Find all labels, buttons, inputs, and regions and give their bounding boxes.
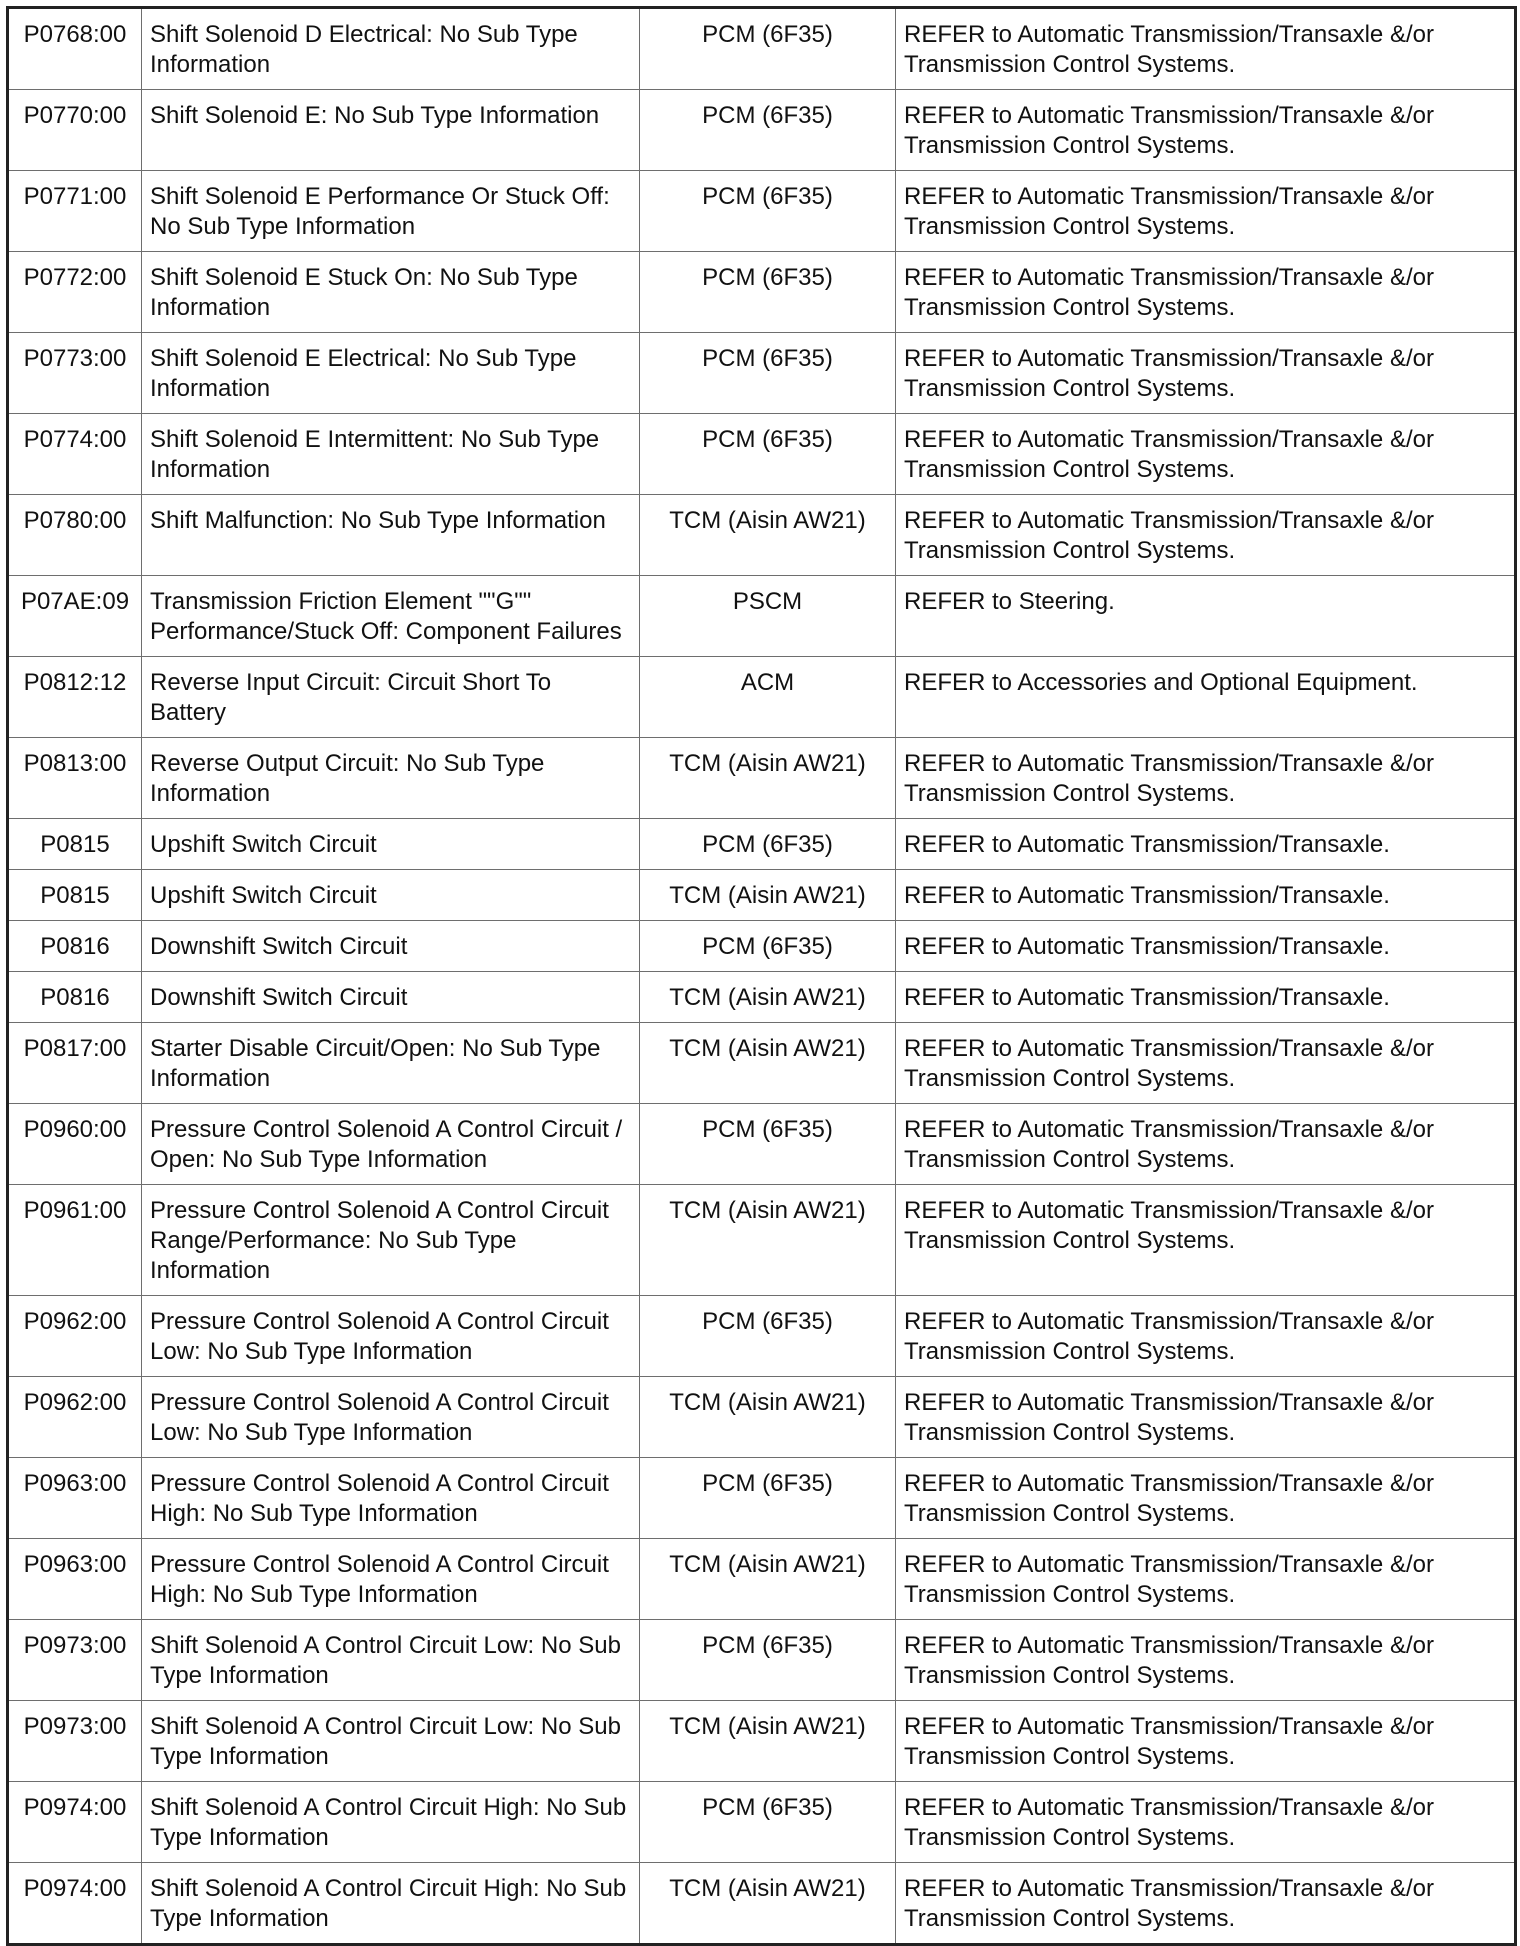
table-row	[8, 819, 1516, 870]
table-row	[8, 1863, 1516, 1945]
dtc-action-cell: REFER to Automatic Transmission/Transaxle &/or Transmission Control Systems.	[896, 1539, 1516, 1620]
dtc-code-cell: P0774:00	[8, 414, 142, 495]
dtc-action-cell: REFER to Automatic Transmission/Transaxle &/or Transmission Control Systems.	[896, 333, 1516, 414]
dtc-module-cell: PSCM	[640, 576, 896, 657]
dtc-code-cell: P0973:00	[8, 1701, 142, 1782]
dtc-code-cell: P0773:00	[8, 333, 142, 414]
table-row	[8, 90, 1516, 171]
dtc-module-cell: TCM (Aisin AW21)	[640, 1185, 896, 1296]
dtc-code-cell: P0962:00	[8, 1296, 142, 1377]
table-row	[8, 495, 1516, 576]
dtc-module-cell: TCM (Aisin AW21)	[640, 1377, 896, 1458]
dtc-module-cell: TCM (Aisin AW21)	[640, 1863, 896, 1945]
dtc-module-cell: PCM (6F35)	[640, 819, 896, 870]
table-row	[8, 1458, 1516, 1539]
table-row	[8, 1185, 1516, 1296]
table-row	[8, 1620, 1516, 1701]
dtc-module-cell: PCM (6F35)	[640, 414, 896, 495]
dtc-description-cell: Pressure Control Solenoid A Control Circuit Range/Performance: No Sub Type Information	[142, 1185, 640, 1296]
dtc-action-cell: REFER to Automatic Transmission/Transaxle &/or Transmission Control Systems.	[896, 171, 1516, 252]
dtc-description-cell: Transmission Friction Element ""G"" Performance/Stuck Off: Component Failures	[142, 576, 640, 657]
dtc-module-cell: PCM (6F35)	[640, 8, 896, 90]
dtc-module-cell: PCM (6F35)	[640, 921, 896, 972]
dtc-module-cell: PCM (6F35)	[640, 252, 896, 333]
table-row	[8, 921, 1516, 972]
dtc-description-cell: Shift Malfunction: No Sub Type Information	[142, 495, 640, 576]
dtc-action-cell: REFER to Automatic Transmission/Transaxle.	[896, 870, 1516, 921]
dtc-module-cell: ACM	[640, 657, 896, 738]
dtc-description-cell: Shift Solenoid A Control Circuit Low: No Sub Type Information	[142, 1701, 640, 1782]
dtc-code-cell: P0973:00	[8, 1620, 142, 1701]
dtc-description-cell: Shift Solenoid E Intermittent: No Sub Type Information	[142, 414, 640, 495]
dtc-module-cell: PCM (6F35)	[640, 333, 896, 414]
dtc-code-cell: P0812:12	[8, 657, 142, 738]
dtc-code-cell: P0960:00	[8, 1104, 142, 1185]
table-row	[8, 414, 1516, 495]
dtc-code-cell: P0768:00	[8, 8, 142, 90]
dtc-action-cell: REFER to Automatic Transmission/Transaxle &/or Transmission Control Systems.	[896, 1863, 1516, 1945]
dtc-code-cell: P0817:00	[8, 1023, 142, 1104]
dtc-code-cell: P0813:00	[8, 738, 142, 819]
dtc-action-cell: REFER to Automatic Transmission/Transaxle.	[896, 819, 1516, 870]
table-row	[8, 333, 1516, 414]
dtc-code-cell: P0772:00	[8, 252, 142, 333]
dtc-description-cell: Shift Solenoid E Performance Or Stuck Off: No Sub Type Information	[142, 171, 640, 252]
dtc-description-cell: Upshift Switch Circuit	[142, 870, 640, 921]
table-row	[8, 1023, 1516, 1104]
dtc-module-cell: PCM (6F35)	[640, 1104, 896, 1185]
dtc-description-cell: Shift Solenoid A Control Circuit Low: No Sub Type Information	[142, 1620, 640, 1701]
dtc-action-cell: REFER to Automatic Transmission/Transaxle &/or Transmission Control Systems.	[896, 252, 1516, 333]
dtc-module-cell: TCM (Aisin AW21)	[640, 1539, 896, 1620]
dtc-code-cell: P0961:00	[8, 1185, 142, 1296]
dtc-description-cell: Upshift Switch Circuit	[142, 819, 640, 870]
dtc-module-cell: PCM (6F35)	[640, 1782, 896, 1863]
dtc-action-cell: REFER to Automatic Transmission/Transaxle &/or Transmission Control Systems.	[896, 1023, 1516, 1104]
dtc-code-cell: P0816	[8, 972, 142, 1023]
dtc-module-cell: PCM (6F35)	[640, 171, 896, 252]
dtc-action-cell: REFER to Automatic Transmission/Transaxle &/or Transmission Control Systems.	[896, 90, 1516, 171]
dtc-action-cell: REFER to Automatic Transmission/Transaxle &/or Transmission Control Systems.	[896, 1458, 1516, 1539]
dtc-action-cell: REFER to Automatic Transmission/Transaxle &/or Transmission Control Systems.	[896, 738, 1516, 819]
dtc-action-cell: REFER to Steering.	[896, 576, 1516, 657]
table-row	[8, 657, 1516, 738]
dtc-module-cell: PCM (6F35)	[640, 1296, 896, 1377]
dtc-module-cell: PCM (6F35)	[640, 90, 896, 171]
dtc-description-cell: Downshift Switch Circuit	[142, 921, 640, 972]
dtc-code-cell: P0974:00	[8, 1782, 142, 1863]
dtc-description-cell: Reverse Input Circuit: Circuit Short To Battery	[142, 657, 640, 738]
dtc-code-cell: P0771:00	[8, 171, 142, 252]
dtc-module-cell: TCM (Aisin AW21)	[640, 1023, 896, 1104]
dtc-code-cell: P0816	[8, 921, 142, 972]
dtc-action-cell: REFER to Automatic Transmission/Transaxle.	[896, 972, 1516, 1023]
dtc-description-cell: Starter Disable Circuit/Open: No Sub Type Information	[142, 1023, 640, 1104]
table-row	[8, 972, 1516, 1023]
dtc-action-cell: REFER to Automatic Transmission/Transaxle &/or Transmission Control Systems.	[896, 414, 1516, 495]
dtc-description-cell: Shift Solenoid A Control Circuit High: No Sub Type Information	[142, 1863, 640, 1945]
dtc-code-cell: P0963:00	[8, 1458, 142, 1539]
table-row	[8, 870, 1516, 921]
dtc-description-cell: Pressure Control Solenoid A Control Circuit High: No Sub Type Information	[142, 1539, 640, 1620]
dtc-module-cell: TCM (Aisin AW21)	[640, 495, 896, 576]
dtc-code-cell: P0780:00	[8, 495, 142, 576]
dtc-module-cell: PCM (6F35)	[640, 1620, 896, 1701]
table-row	[8, 8, 1516, 90]
table-row	[8, 1782, 1516, 1863]
table-row	[8, 1296, 1516, 1377]
dtc-description-cell: Pressure Control Solenoid A Control Circuit Low: No Sub Type Information	[142, 1296, 640, 1377]
dtc-module-cell: TCM (Aisin AW21)	[640, 972, 896, 1023]
table-row	[8, 1539, 1516, 1620]
dtc-action-cell: REFER to Automatic Transmission/Transaxle &/or Transmission Control Systems.	[896, 8, 1516, 90]
dtc-description-cell: Shift Solenoid E Electrical: No Sub Type Information	[142, 333, 640, 414]
dtc-description-cell: Shift Solenoid E Stuck On: No Sub Type Information	[142, 252, 640, 333]
dtc-action-cell: REFER to Accessories and Optional Equipment.	[896, 657, 1516, 738]
table-row	[8, 171, 1516, 252]
dtc-action-cell: REFER to Automatic Transmission/Transaxle &/or Transmission Control Systems.	[896, 1701, 1516, 1782]
dtc-action-cell: REFER to Automatic Transmission/Transaxle &/or Transmission Control Systems.	[896, 1782, 1516, 1863]
dtc-code-cell: P07AE:09	[8, 576, 142, 657]
dtc-action-cell: REFER to Automatic Transmission/Transaxle &/or Transmission Control Systems.	[896, 495, 1516, 576]
dtc-description-cell: Shift Solenoid A Control Circuit High: No Sub Type Information	[142, 1782, 640, 1863]
table-row	[8, 1104, 1516, 1185]
dtc-action-cell: REFER to Automatic Transmission/Transaxle &/or Transmission Control Systems.	[896, 1620, 1516, 1701]
dtc-description-cell: Pressure Control Solenoid A Control Circuit / Open: No Sub Type Information	[142, 1104, 640, 1185]
table-row	[8, 252, 1516, 333]
dtc-code-cell: P0974:00	[8, 1863, 142, 1945]
dtc-description-cell: Pressure Control Solenoid A Control Circuit High: No Sub Type Information	[142, 1458, 640, 1539]
dtc-action-cell: REFER to Automatic Transmission/Transaxle &/or Transmission Control Systems.	[896, 1296, 1516, 1377]
table-row	[8, 1701, 1516, 1782]
dtc-table-body	[8, 8, 1516, 1945]
dtc-module-cell: PCM (6F35)	[640, 1458, 896, 1539]
dtc-action-cell: REFER to Automatic Transmission/Transaxle.	[896, 921, 1516, 972]
dtc-description-cell: Reverse Output Circuit: No Sub Type Information	[142, 738, 640, 819]
dtc-action-cell: REFER to Automatic Transmission/Transaxle &/or Transmission Control Systems.	[896, 1104, 1516, 1185]
dtc-action-cell: REFER to Automatic Transmission/Transaxle &/or Transmission Control Systems.	[896, 1185, 1516, 1296]
dtc-description-cell: Downshift Switch Circuit	[142, 972, 640, 1023]
dtc-table	[6, 6, 1517, 1946]
table-row	[8, 738, 1516, 819]
dtc-module-cell: TCM (Aisin AW21)	[640, 1701, 896, 1782]
dtc-module-cell: TCM (Aisin AW21)	[640, 870, 896, 921]
table-row	[8, 576, 1516, 657]
dtc-description-cell: Shift Solenoid D Electrical: No Sub Type Information	[142, 8, 640, 90]
dtc-module-cell: TCM (Aisin AW21)	[640, 738, 896, 819]
dtc-code-cell: P0963:00	[8, 1539, 142, 1620]
dtc-code-cell: P0770:00	[8, 90, 142, 171]
dtc-code-cell: P0815	[8, 870, 142, 921]
dtc-description-cell: Shift Solenoid E: No Sub Type Information	[142, 90, 640, 171]
dtc-code-cell: P0815	[8, 819, 142, 870]
table-row	[8, 1377, 1516, 1458]
dtc-action-cell: REFER to Automatic Transmission/Transaxle &/or Transmission Control Systems.	[896, 1377, 1516, 1458]
dtc-description-cell: Pressure Control Solenoid A Control Circuit Low: No Sub Type Information	[142, 1377, 640, 1458]
dtc-code-cell: P0962:00	[8, 1377, 142, 1458]
